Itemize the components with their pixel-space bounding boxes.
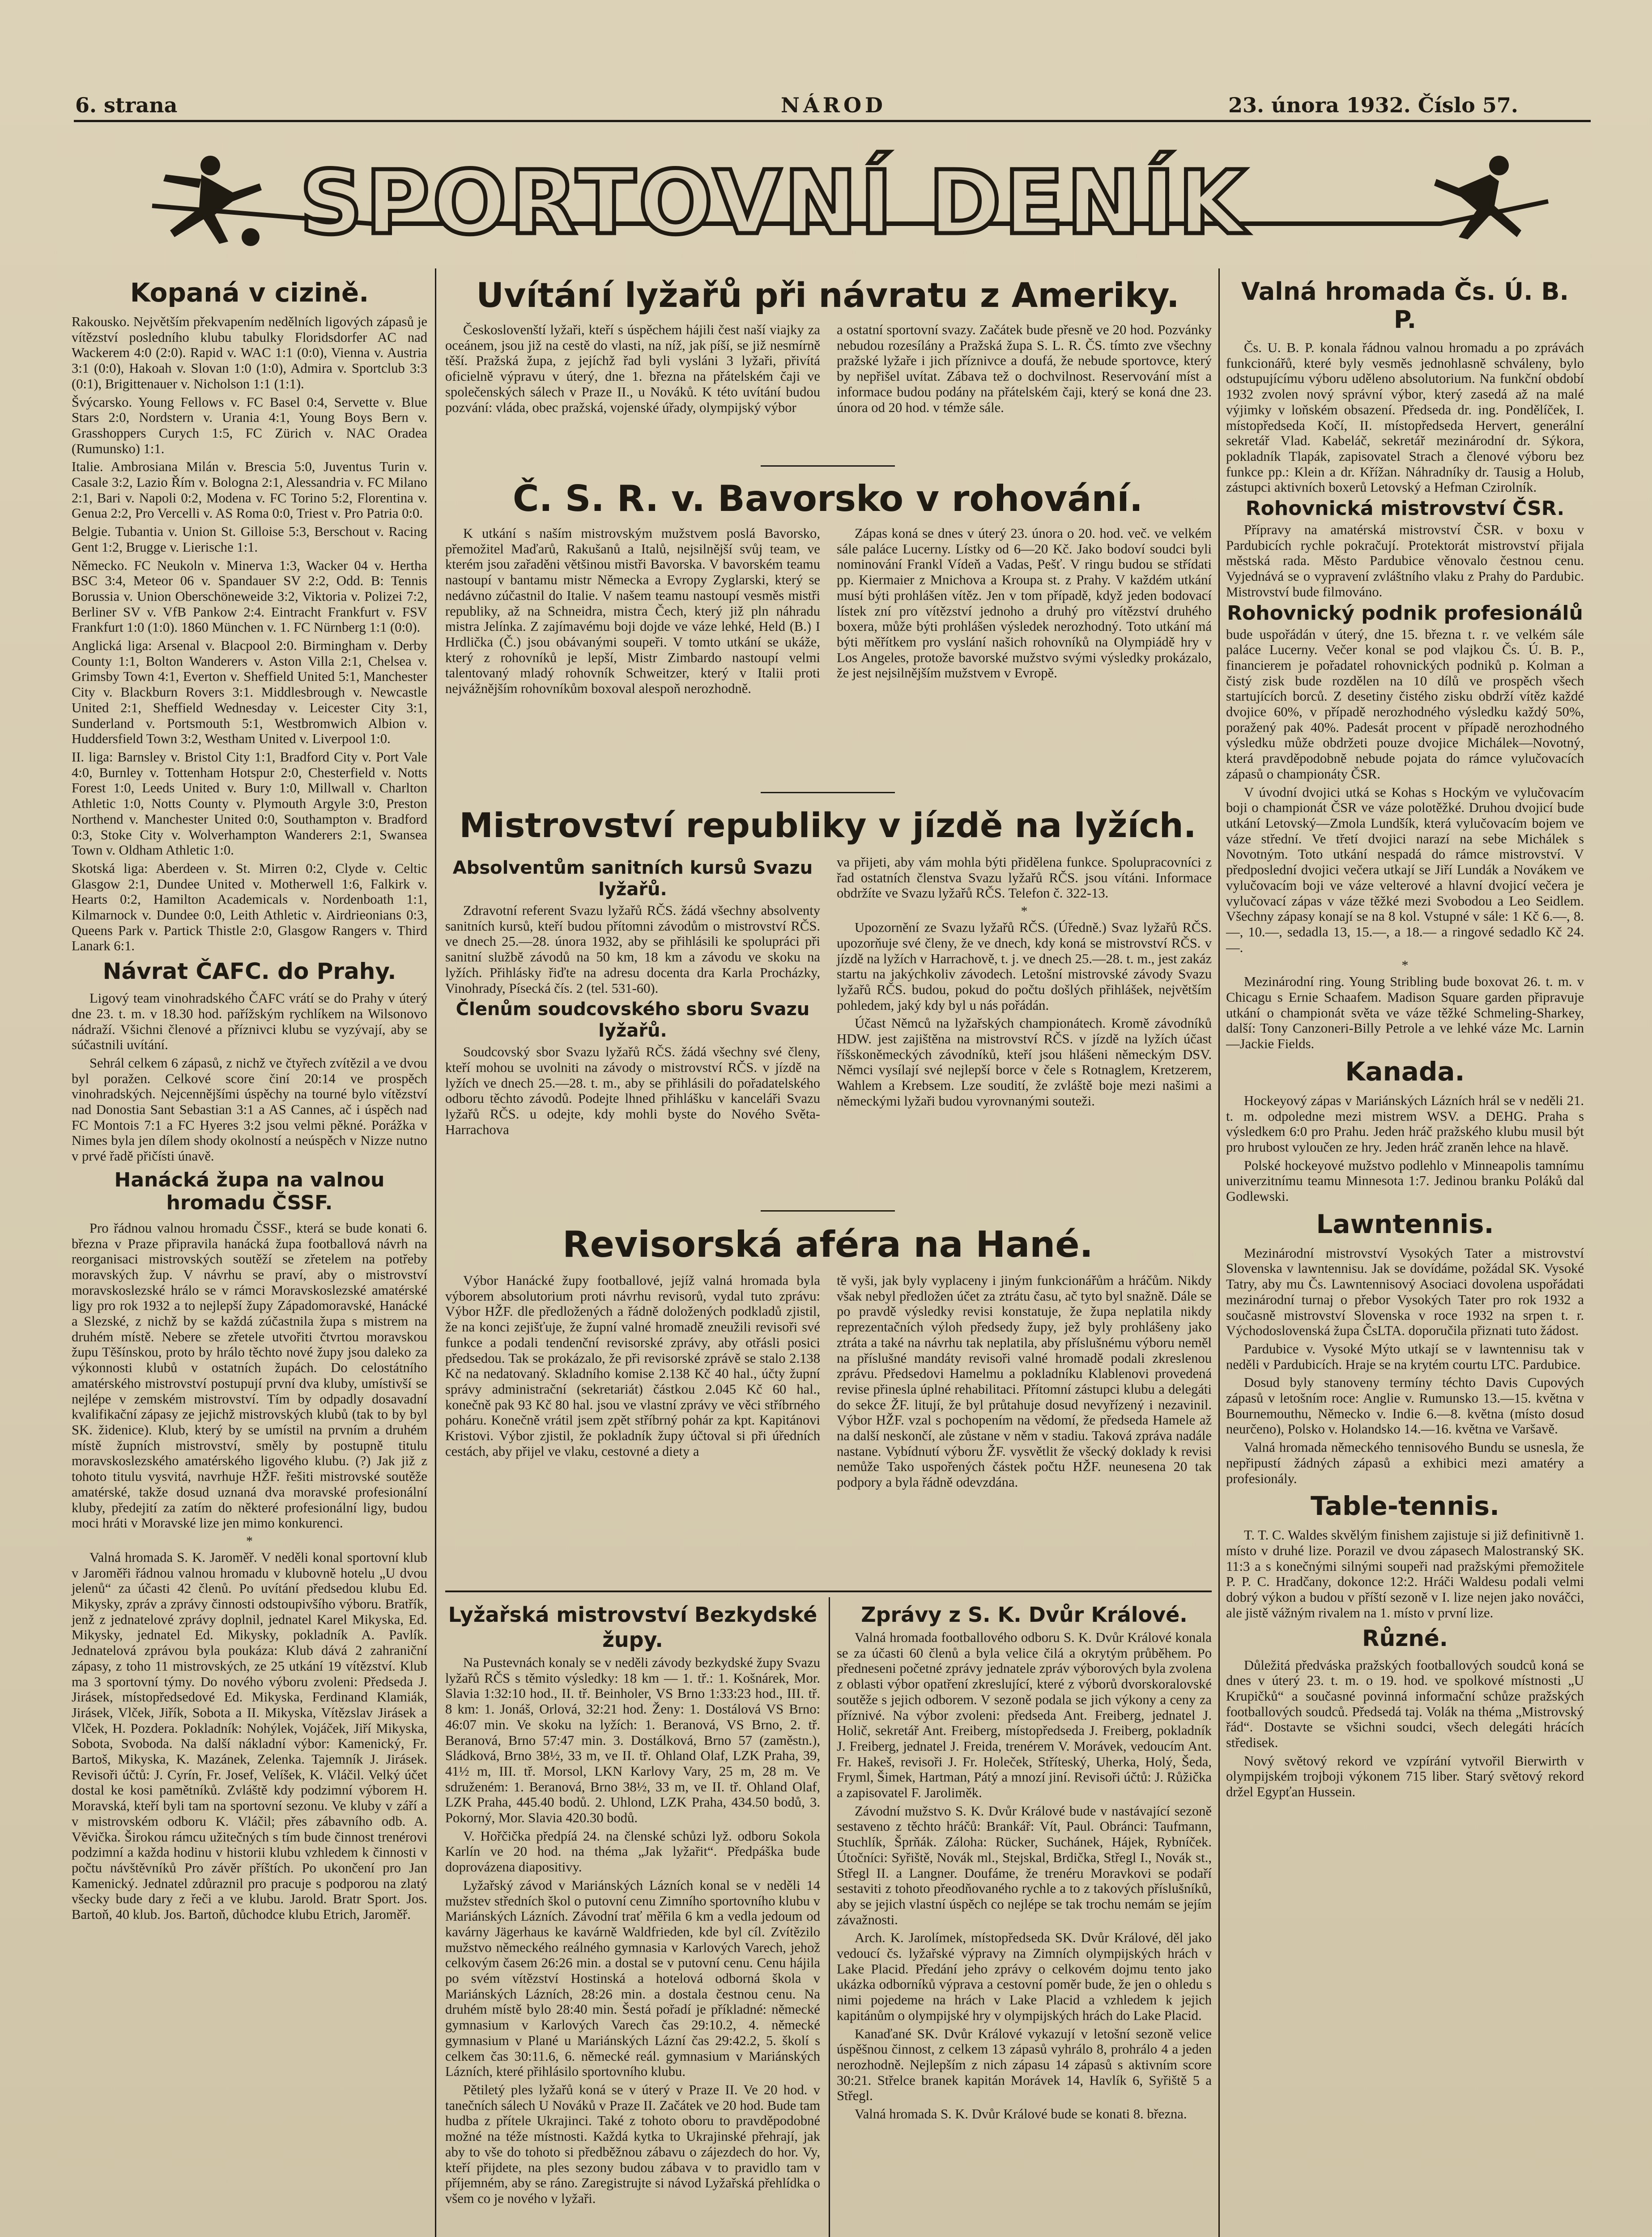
article-paragraph: Zdravotní referent Svazu lyžařů RČS. žádá všechny absolventy sanitních kursů, kteří budou přítomni závodům o mistrovství RČS. ve dnech 25.—28. února 1932, aby se přihlásili ke spolupráci při sanitní službě závodů na 50 km, 18 km a závodu ve skoku na lyžích. Přihlásky řiďte na adresu docenta dra Karla Procházky, Vinohrady, Písecká čís. 2 (tel. 531-60). <box>445 903 820 996</box>
article-paragraph: II. liga: Barnsley v. Bristol City 1:1, Bradford City v. Port Vale 4:0, Burnley v. Tottenham Hotspur 2:0, Chesterfield v. Notts Forest 1:0, Leeds United v. Bury 1:0, Millwall v. Charlton Athletic 1:0, Notts County v. Plymouth Argyle 3:0, Preston Northend v. Manchester United 0:0, Southampton v. Bradford 0:3, Stoke City v. Wolverhampton Wanderers 2:1, Swansea Town v. Oldham Athletic 1:0. <box>72 749 427 858</box>
header-rule <box>74 120 1591 122</box>
article-paragraph: Německo. FC Neukoln v. Minerva 1:3, Wacker 04 v. Hertha BSC 3:4, Meteor 06 v. Spandauer SV 2:2, Odd. B: Tennis Borussia v. Union Oberschöneweide 3:2, Viktoria v. Polizei 7:2, Berliner SV v. VfB Pankow 2:4. Eintracht Frankfurt v. FSV Frankfurt 1:0 (1:0). 1860 München v. 1. FC Nürnberg 1:1 (0:0). <box>72 557 427 635</box>
article-paragraph: Důležitá předváska pražských footballových soudců koná se dnes v úterý 23. t. m. o 19. hod. ve spolkové místnosti „U Krupičků“ a současné povinná informační schůze pražských footballových soudců. Předsedá taj. Volák na théma „Mistrovský řád“. Dostavte se všichni soudci, všech delegáti hrácích středisek. <box>1226 1657 1584 1751</box>
article-paragraph: va přijeti, aby vám mohla býti přidělena funkce. Spolupracovníci z řad ostatních členstva Svazu lyžařů RČS. jsou vítáni. Informace obdržíte ve Svazu lyžařů RČS. Telefon č. 322-13. <box>837 855 1212 901</box>
article-paragraph: tě vyši, jak byly vyplaceny i jiným funkcionářům a hráčům. Nikdy však nebyl předložen účet za ztrátu času, ač tyto byl snažně. Dále se po pravdě výsledky revisi konstatuje, že župa neplatila nikdy reprezentačních výloh předsedy župy, jež byly prohlášeny jako ztráta a také na návrhu tak neplatila, aby příslušnému výboru neměl na příslušné mandáty revisoři valné hromadě podali zkreslenou zprávu. Předsedovi Hamelmu a pokladníku Klablenovi provedená revise přinesla úplné rehabilitaci. Přítomní zástupci klubu a delegáti do sekce ŽF. litují, že byl průtahuje dosud nevyřízený i nezavinil. Výbor HŽF. vzal s pochopením na vědomí, že předseda Hamele až na další neskončí, ale zůstane v něm v stadiu. Taková zpráva nadále nastane. Vybídnutí výboru ŽF. vysvětlit že všecký doklady k revisi nemůže Tako uspořených částek počtu HŽF. neunesena 20 tak podpory a byla řádně odevzdána. <box>837 1273 1212 1490</box>
article-title: Č. S. R. v. Bavorsko v rohování. <box>512 478 1143 519</box>
article-column <box>445 526 820 699</box>
article-paragraph: V úvodní dvojici utká se Kohas s Hockým ve vylučovacím boji o championát ČSR ve váze polotěžké. Druhou dvojicí bude utkání Letovský—Zmola Lundšík, která vylučovacím bojem ve váze střední. Ve třetí dvojici narazí na sebe Michálek s Novotným. Toto utkání nespadá do rámce mistrovství. V předposlední dvojici večera utkají se Jiří Lundák a Novákem ve vylučovacím boji ve váze velterové a hlavní dvojicí večera je vylučovací zápas v váze těžké mezi Svobodou a Leo Seidlem. Všechny zápasy konají se na 8 kol. Vstupné v sále: 1 Kč 6.—, 8.—, 10.—, sedadla 13, 15.—, a 18.— a ringové sedadlo Kč 24.—. <box>1226 784 1584 955</box>
article-title: Rohovnický podnik profesionálů <box>1227 601 1583 625</box>
banner-title: SPORTOVNÍ DENÍK <box>299 152 1249 254</box>
article-paragraph: Mezinárodní ring. Young Stribling bude boxovat 26. t. m. v Chicagu s Ernie Schaafem. Madison Square garden připravuje utkání o championát světa ve váze těžké Schmeling-Sharkey, další: Tony Canzoneri-Billy Petrole a ve lehké váze Mc. Larnin—Jackie Fields. <box>1226 974 1584 1052</box>
article-column <box>445 1273 820 1462</box>
article-paragraph: Pětiletý ples lyžařů koná se v úterý v Praze II. Ve 20 hod. v tanečních sálech U Nováků v Praze II. Začátek ve 20 hod. Bude tam hudba z přítele Ukrajinci. Také z tohoto oboru to pravděpodobné možné na téže místnosti. Každá kytka to Ukrajinské přehrají, jak aby to vše do tohoto si předběžnou zábavu o zájezdech do hor. Vy, kteří přijdete, na ples sezony budou zábava v to pravidlo tam v příjemném, aby se ráno. Zaregistrujte si návod Lyžařská přehlídka o všem co je nového v lyžaři. <box>445 2082 820 2206</box>
article-paragraph: Ligový team vinohradského ČAFC vrátí se do Prahy v úterý dne 23. t. m. v 18.30 hod. pařížským rychlíkem na Wilsonovo nádraží. Všichni členové a příznivci klubu se vyzývají, aby se súčastnili uvítání. <box>72 991 427 1053</box>
article-paragraph: Upozornění ze Svazu lyžařů RČS. (Úředně.) Svaz lyžařů RČS. upozorňuje své členy, že ve dnech, kdy koná se mistrovství RČS. v jízdě na lyžích v Harrachově, t. j. ve dnech 25.—28. t. m., jest zakáz startu na jakýchkoliv závodech. Letošní mistrovské závody Svazu lyžařů RČS. budou, pokud do počtu došlých přihlášek, největším pohledem, jaký kdy byl u nás pořádán. <box>837 920 1212 1013</box>
article-paragraph: Anglická liga: Arsenal v. Blacpool 2:0. Birmingham v. Derby County 1:1, Bolton Wanderers v. Aston Villa 2:1, Chelsea v. Grimsby Town 4:1, Everton v. Sheffield United 5:1, Manchester City v. Blackburn Rovers 3:1. Middlesbrough v. Newcastle United 2:1, Sheffield Wednesday v. Leicester City 3:1, Sunderland v. Portsmouth 5:1, Westbromwich Albion v. Huddersfield Town 3:2, Westham United v. Liverpool 1:0. <box>72 638 427 747</box>
subsection-title: Absolventům sanitních kursů Svazu lyžařů. <box>452 858 813 900</box>
article-title: Revisorská aféra na Hané. <box>562 1224 1093 1265</box>
article-title: Kopaná v cizině. <box>130 277 369 308</box>
section-divider <box>761 792 895 793</box>
article-column <box>445 322 820 418</box>
section-divider <box>761 465 895 467</box>
article-paragraph: Na Pustevnách konaly se v neděli závody bezkydské župy Svazu lyžařů RČS s těmito výsledky: 18 km — 1. tř.: 1. Košnárek, Mor. Slavia 1:32:10 hod., II. tř. Beinholer, VS Brno 1:33:23 hod., III. tř. 8 km: 1. Jonáš, Orlová, 32:21 hod. Ženy: 1. Dostálová VS Brno: 46:07 min. Ve skoku na lyžích: 1. Beranová, VS Brno, 2. tř. Beranová, Brno 57:47 min. 3. Dostálková, Brno 57 (zaměstn.), Sládková, Brno 38½, 33 m, ve II. tř. Ohland Olaf, LZK Praha, 39, 41½ m, III. tř. Morsol, LKN Karlovy Vary, 25 m, 28 m. Ve sdruženém: 1. Beranová, Brno 38½, 33 m, ve II. tř. Ohland Olaf, LZK Praha, 445.40 bodů. 2. Uhlond, LZK Praha, 434.50 bodů, 3. Pokorný, Mor. Slavia 420.30 bodů. <box>445 1655 820 1826</box>
issue-date: 23. února 1932. Číslo 57. <box>1228 93 1518 117</box>
article-paragraph: Nový světový rekord ve vzpírání vytvořil Bierwirth v olympijském trojboji výkonem 715 liber. Starý světový rekord držel Egypťan Hussein. <box>1226 1753 1584 1800</box>
article-paragraph: Hockeyový zápas v Mariánských Lázních hrál se v neděli 21. t. m. odpoledne mezi mistrem WSV. a DEHG. Praha s výsledkem 6:0 pro Prahu. Jeden hráč pražského klubu musil být pro hrubost vyloučen ze hry. Jeden hráč zraněn lehce na hlavě. <box>1226 1093 1584 1155</box>
column-divider <box>1218 268 1220 2237</box>
article-paragraph: Soudcovský sbor Svazu lyžařů RČS. žádá všechny své členy, kteří mohou se uvolniti na závody o mistrovství RČS. v jízdě na lyžích ve dnech 25.—28. t. m., aby se přihlásili do pořadatelského odboru těchto závodů. Podejte lhned přihlášku v kanceláři Svazu lyžařů RČS. u odejte, kdy mohli byste do Nového Světa-Harrachova <box>445 1044 820 1137</box>
separator-star: * <box>246 1533 253 1548</box>
article-paragraph: Italie. Ambrosiana Milán v. Brescia 5:0, Juventus Turin v. Casale 3:2, Lazio Řím v. Bologna 2:1, Alessandria v. FC Milano 2:1, Bari v. Napoli 0:2, Modena v. FC Torino 5:2, Florentina v. Genua 2:2, Pro Vercelli v. AS Roma 0:0, Triest v. Pro Patria 0:0. <box>72 459 427 521</box>
article-title: Kanada. <box>1345 1056 1465 1087</box>
article-paragraph: Pardubice v. Vysoké Mýto utkají se v lawntennisu tak v neděli v Pardubicích. Hraje se na krytém courtu LTC. Pardubice. <box>1226 1341 1584 1372</box>
section-divider <box>761 1210 895 1212</box>
article-paragraph: Čs. U. B. P. konala řádnou valnou hromadu a po zprávách funkcionářů, které byly vesměs jednohlasně schváleny, bylo odstupujícímu výboru uděleno absolutorium. Na funkční období 1932 zvolen nový správní výbor, který zasedá až na malé výjimky v loňském obsazení. Předseda dr. ing. Pondělíček, I. místopředseda Kočí, II. místopředseda Hervert, generální sekretář Vlad. Kabeláč, sekretář mezinárodní dr. Sýkora, pokladník Tlapák, zapisovatel Strach a členové výboru bez funkce pp.: Klein a dr. Křížan. Náhradníky dr. Tausig a Holub, zástupci aktivních boxerů Letovský a Hefman Czirolník. <box>1226 340 1584 495</box>
article-column <box>837 1599 1212 2125</box>
article-paragraph: Účast Němců na lyžařských championátech. Kromě závodníků HDW. jest zajištěna na mistrovství RČS. v jízdě na lyžích účast říšskoněmeckých závodníků, kteří jsou hlášeni německým DSV. Němci vysílají své nejlepší borce v čele s Rotnaglem, Kretzerem, Wahlem a Krebsem. Lze soudití, že zvláště boje mezi našimi a německými lyžaři budou vyrovnanými souteži. <box>837 1016 1212 1109</box>
article-paragraph: Českoslovenští lyžaři, kteří s úspěchem hájili čest naší viajky za oceánem, jsou již na cestě do vlasti, na níž, jak píší, se již nesmírně těší. Pražská župa, z jejíchž řad byli vysláni 3 lyžaři, přivítá oficielně výpravu v úterý, dne 1. března na přátelském čaji ve společenských sálech v Praze II., u Nováků. K této uvítání budou pozvání: vláda, obec pražská, vojenské úřady, olympijský výbor <box>445 322 820 415</box>
article-column <box>837 1273 1212 1493</box>
article-paragraph: Rakousko. Největším překvapením nedělních ligových zápasů je vítězství posledního klubu tabulky Floridsdorfer AC nad Wackerem 4:0 (2:0). Rapid v. WAC 1:1 (0:0), Vienna v. Austria 3:1 (0:0), Hakoah v. Slovan 1:0 (1:0), Admira v. Sportclub 3:3 (0:1), Brigittenauer v. Nicholson 1:1 (1:1). <box>72 314 427 391</box>
column-right <box>1226 273 1584 1803</box>
article-title: Mistrovství republiky v jízdě na lyžích. <box>459 805 1196 845</box>
article-paragraph: Pro řádnou valnou hromadu ČSSF., která se bude konati 6. března v Praze připravila hanácká župa footballová návrh na reorganisaci mistrovských soutěží se zřetelem na potřeby moravských žup. V návrhu se praví, aby o mistrovství moravskoslezské hrálo se v rámci Moravskoslezské amatérské ligy pro rok 1932 a to nejlepší župy Západomoravské, Hanácké a Slezské, z nichž by se každá zúčastnila župa s mistrem na druhém místě. Nebere se zřetele utvořiti čtvrtou moravskou župu Těšínskou, proto by hrálo těchto nové župy jsou daleko za výkonnosti klubů v ostatních župách. Do celostátního amatérského mistrovství postupují první dva kluby, umístivší se nejlépe v zemském mistrovství. Tím by odpadly dosavadní kvalifikační zápasy ze jejichž mistrovských klubů (tak to by byl SK. židenice). Klub, který by se umístil na prvním a druhém místě župních mistrovství, směly by postupně titulu moravskoslezského amatérského ligového klubu. (?) Jak již z tohoto titulu vysvitá, navrhuje HŽF. řešiti mistrovské soutěže amatérské, takže dosud uznaná dva moravské profesionální kluby, předejití za zatím do některé profesionální ligy, budou moci hráti v Moravské lize jen mimo konkurenci. <box>72 1220 427 1531</box>
article-paragraph: a ostatní sportovní svazy. Začátek bude přesně ve 20 hod. Pozvánky nebudou rozesílány a Pražská župa S. L. R. ČS. tímto zve všechny pražské lyžaře i jich příznivce a doufá, že nebude sportovce, který by nepřišel uvítat. Zábava tež o dochvilnost. Reservování míst a informace budou podány na přátelském čaji, který se koná dne 23. února od 20 hod. v témže sále. <box>837 322 1212 415</box>
article-paragraph: Výbor Hanácké župy footballové, jejíž valná hromada byla výborem absolutorium proti návrhu revisorů, vydal tuto zprávu: Výbor HŽF. dle předložených a řádně doložených podkladů zjistil, že na konci zejišťuje, že župní valné hromadě zneužili revisoři své funkce a podali tendenční revisorské zprávy, aby otřásli posici předsedou. Tak se prokázalo, že při revisorské zprávě se stalo 2.138 Kč na nedatovaný. Skladního komise 2.138 Kč 40 hal., účty župní správy administrační (sekretariát) částkou 2.045 Kč 60 hal., konečně pak 93 Kč 80 hal. jsou ve vlastní zprávy ve věci stříbrného poháru. Konečně vrátil jsem zpět stříbrný pohár za kpt. Kapitánovi Kristovi. Výbor zjistil, že pokladník župy účtoval si při úředních cestách, aby přijel ve vlaku, cestovné a diety a <box>445 1273 820 1459</box>
article-title: Table-tennis. <box>1310 1491 1500 1522</box>
article-paragraph: V. Hořčička předpíá 24. na členské schůzi lyž. odboru Sokola Karlín ve 20 hod. na théma „Jak lyžařit“. Předpáška bude doprovázena diapositivy. <box>445 1828 820 1875</box>
page-number: 6. strana <box>75 93 178 117</box>
article-title: Zprávy z S. K. Dvůr Králové. <box>861 1603 1188 1627</box>
section-rule <box>445 1591 1212 1592</box>
article-paragraph: Dosud byly stanoveny termíny téchto Davis Cupových zápasů v letošním roce: Anglie v. Rumunsko 13.—15. května v Bournemouthu, Německo v. Indie 6.—8. května (místo dosud neurčeno), Polsko v. Holandsko 14.—16. května ve Varšavě. <box>1226 1375 1584 1437</box>
article-paragraph: Mezinárodní mistrovství Vysokých Tater a mistrovství Slovenska v lawntennisu. Jak se dovídáme, požádal SK. Vysoké Tatry, aby mu Čs. Lawntennisový Asociaci dovolena uspořádati mezinárodní turnaj o přebor Vysokých Tater pro rok 1932 a současně mistrovství Slovenska v roce 1932 na srpen t. r. Východoslovenská župa ČsLTA. doporučila přiznati tuto žádost. <box>1226 1245 1584 1339</box>
article-title: Hanácká župa na valnou hromadu ČSSF. <box>114 1168 385 1214</box>
article-column <box>445 1599 820 2209</box>
article-paragraph: Lyžařský závod v Mariánských Lázních konal se v neděli 14 mužstev středních škol o putovní cenu Zimního sportovního klubu v Mariánských Lázních. Závodní trať měřila 6 km a vedla jedoum od kavárny Jägerhaus ke kavárně Waldfrieden, kde byl cíl. Zvítězilo mužstvo německého reálného gymnasia v Karlových Varech, jehož celkovým časem 26:26 min. a dostal se v putovní cenu. Cenu hájila po svém vítězství Hostinská a hotelová odborná škola v Mariánských Lázních, 28:26 min. a dostala čestnou cenu. Na druhém místě bylo 28:40 min. Šestá pořadí je příkladné: německé gymnasium v Karlových Varech čas 29:10.2, 4. německé gymnasium v Plané u Mariánských Lázní čas 29:42.2, 5. školí s celkem čas 30:11.6, 6. německé reál. gymnasium v Mariánských Lázních, které přihlásilo sportovního klubu. <box>445 1877 820 2080</box>
article-title: Uvítání lyžařů při návratu z Ameriky. <box>476 275 1179 315</box>
separator-star: * <box>1021 904 1028 919</box>
article-title: Rohovnická mistrovství ČSR. <box>1245 497 1565 520</box>
article-title: Lyžařská mistrovství Bezkydské župy. <box>448 1603 817 1652</box>
runner-icon <box>1434 156 1521 239</box>
article-paragraph: T. T. C. Waldes skvělým finishem zajistuje si již definitivně 1. místo v druhé lize. Porazil ve dvou zápasech Malostranský SK. 11:3 a s konečnými silnými soupeři nad pražskými přemožitele P. P. C. Hradčany, dokonce 12:2. Hráči Waldesu podali velmi dobrý výkon a budou v příští sezoně v I. lize nejen jako nováčci, ale jistě vážným rivalem na 1. místo v první lize. <box>1226 1527 1584 1620</box>
article-paragraph: Belgie. Tubantia v. Union St. Gilloise 5:3, Berschout v. Racing Gent 1:2, Brugge v. Lierische 1:1. <box>72 524 427 555</box>
article-paragraph: Přípravy na amatérská mistrovství ČSR. v boxu v Pardubicích rychle pokračují. Protektorát mistrovství přijala městská rada. Město Pardubice věnovalo čestnou cenu. Vyjednává se o vypravení zvláštního vlaku z Prahy do Pardubic. Mistrovství bude filmováno. <box>1226 522 1584 600</box>
article-paragraph: Zápas koná se dnes v úterý 23. února o 20. hod. več. ve velkém sále paláce Lucerny. Lístky od 6—20 Kč. Jako bodoví soudci byli nominování Frankl Vídeň a Vadas, Pešť. V ringu budou se střídati pp. Kiermaier z Mnichova a Kroupa st. z Prahy. V každém utkání musí býti prohlášen vítěz. Jen v tom případě, když jeden bodovací lístek zní pro vítězství jednoho a druhý pro vítězství druhého boxera, může býti prohlášen výsledek nerozhodný. Toto utkání má býti měřítkem pro vyslání našich rohovníků na Olympiádě hry v Los Angeles, protože bavorské mužstvo svými výsledky prokázalo, že jest nejsilnějším mužstvem v Evropě. <box>837 526 1212 681</box>
article-paragraph: Skotská liga: Aberdeen v. St. Mirren 0:2, Clyde v. Celtic Glasgow 2:1, Dundee United v. Motherwell 1:6, Falkirk v. Hearts 0:2, Hamilton Academicals v. Nordenboath 1:1, Kilmarnock v. Dundee 0:0, Leith Athletic v. Airdrieonians 0:3, Queens Park v. Partick Thistle 2:0, Glasgow Rangers v. Third Lanark 6:1. <box>72 860 427 954</box>
article-title: Valná hromada Čs. Ú. B. P. <box>1241 277 1569 334</box>
newspaper-name: NÁROD <box>781 93 886 117</box>
article-paragraph: Kanaďané SK. Dvůr Králové vykazují v letošní sezoně velice úspěšnou činnost, z celkem 13 zápasů vyhrálo 8, prohrálo 4 a jeden nerozhodně. Nejlepším z nich zápasu 14 zápasů s aktivním score 30:21. Střelce branek kapitán Morávek 14, Havlík 6, Syřiště 5 a Střegl. <box>837 2026 1212 2104</box>
article-paragraph: K utkání s naším mistrovským mužstvem poslá Bavorsko, přemožitel Maďarů, Rakušanů a Italů, nejsilnější svůj team, ve kterém jsou zařaděni většinou mistři Bavorska. V bavorském teamu nastoupí v bantamu mistr Německa a Evropy Zyglarski, který se nedávno zúčastnil do Italie. V našem teamu nastoupí vesměs mistři republiky, až na Schneidra, mistra Čech, který již pln náhradu mistra Jelínka. Z zajímavému boji dojde ve váze lehké, Held (B.) I Hrdlička (Č.) jsou obávanými soupeři. V tomto utkání se ukáže, který z rohovníků je lepší, Mistr Zimbardo nastoupí velmi talentovaný mladý rohovník Schweitzer, který v Italii proti nejvážnějším rohovníkům boxoval alespoň nerozhodně. <box>445 526 820 697</box>
article-column <box>837 855 1212 1112</box>
article-column <box>837 322 1212 418</box>
article-paragraph: Valná hromada S. K. Dvůr Králové bude se konati 8. března. <box>855 2106 1187 2122</box>
column-left <box>72 273 427 1925</box>
article-paragraph: Švýcarsko. Young Fellows v. FC Basel 0:4, Servette v. Blue Stars 2:0, Nordstern v. Urania 4:1, Young Boys Bern v. Grasshoppers Curych 1:5, FC Zürich v. NAC Oradea (Rumunsko) 1:1. <box>72 394 427 456</box>
column-divider <box>829 1597 830 2237</box>
article-paragraph: bude uspořádán v úterý, dne 15. března t. r. ve velkém sále paláce Lucerny. Večer konal se pod vlajkou Čs. Ú. B. P., financierem je pořadatel rohovnických podniků p. Kolman a čistý zisk bude rozdělen na 10 dílů ve prospěch všech startujících borců. Z desetiny čistého zisku obdrží vítěz každé dvojice 60%, v případě nerozhodného výsledku každý 50%, poražený pak 40%. Padesát procent v případě nerozhodného výsledku může obdržeti pouze dvojice Michálek—Novotný, která pravděpodobně nebude pojata do rámce vylučovacích zápasů o championáty ČSR. <box>1226 626 1584 782</box>
article-paragraph: Valná hromada footballového odboru S. K. Dvůr Králové konala se za účasti 60 členů a byla velice čilá a okrytým průběhem. Po předneseni početné zprávy jednatele zpráv výborových byla zvolena z oblasti výbor opatření zkreslující, které z výborů dvorskoralovské soutěže s jejich odborem. V sezoně podala se jich výkony a ceny za příznivé. Na výbor zvoleni: předseda Ant. Freiberg, jednatel J. Holič, sekretář Ant. Freiberg, místopředseda J. Freiberg, pokladník J. Freiberg, jednatel J. Freida, trenérem V. Morávek, vedoucím Ant. Fr. Hakeš, revisoři J. Fr. Holeček, Stříteský, Uherka, Holý, Šeda, Fryml, Šimek, Hartman, Pátý a mnozí jiní. Revisoři účtů: J. Růžička a zapisovatel F. Jaroliměk. <box>837 1630 1212 1801</box>
article-paragraph: Arch. K. Jarolímek, místopředseda SK. Dvůr Králové, děl jako vedoucí čs. lyžařské výpravy na Zimních olympijských hrách v Lake Placid. Předání jeho zprávy o celkovém dojmu tento jako ukázka odborníků výprava a cestovní poměr bude, že jen o ohledu s nimi pojedeme na hrách v Lake Placid a vzhledem k jejich kapitánům o olympijské hry v olympijských hrách do Lake Placid. <box>837 1930 1212 2023</box>
article-title: Návrat ČAFC. do Prahy. <box>102 958 396 985</box>
article-paragraph: Valná hromada S. K. Jaroměř. V neděli konal sportovní klub v Jaroměři řádnou valnou hromadu v klubovně hotelu „U dvou jelenů“ za účasti 42 členů. Po uvítání předsedou klubu Ed. Mikysky, zpráv a zprávy činnosti odstoupivšího výboru. Bratřík, jenž z jednatelové zprávy doplnil, jednatel Karel Mikyska, Ed. Mikysky, jednatel Ed. Mikysky, pokladník A. Pavlík. Jednatelová zprávou byla poukáza: Klub dává 2 zahraniční zápasy, z toho 11 mistrovských, ze 25 utkání 19 vítězství. Klub ma 3 sportovní týmy. Do nového výboru zvoleni: Předseda J. Jirásek, místopředsedové Ed. Mikyska, Ferdinand Klamiák, Jirásek, Vlček, Jiřík, Sobota a II. Mikyska, Vítězslav Jirásek a Vlček, H. Pozdera. Pokladník: Nohýlek, Vojáček, Jiří Mikyska, Sobota, Svoboda. Na další nákladní výbor: Kamenický, Fr. Bartoš, Mikyska, K. Mazánek, Zelenka. Tajemník J. Jirásek. Revisoři účtů: J. Cyrín, Fr. Josef, Velíšek, K. Vláčil. Velký účet dostal ke kosi pamětníků. Zvláště kdy podzimní výborem H. Moravská, kteří byli tam na sportovní sezonu. Ve kluby v září a v mistrovském odboru K. Vláčil; přes zábavního odb. A. Věvička. Širokou rámcu užitečných s tím bude činnost trenérovi podzimní a každa hodinu v historii klubu vzhledem k činnosti v počtu návštěvníků Pro závěr příštích. Po ukončení pro Jan Kamenický. Jednatel zdůraznil pro pracuje s podporou na zlatý všecky bude dary z řeči a ve klubu. Jarold. Bratr Sport. Jos. Bartoň, 40 klub. Jos. Bartoň, důchodce klubu Etrich, Jaroměř. <box>72 1549 427 1922</box>
separator-star: * <box>1401 958 1409 973</box>
subsection-title: Členům soudcovského sboru Svazu lyžařů. <box>456 999 810 1042</box>
article-column <box>837 526 1212 684</box>
article-column <box>445 855 820 1140</box>
article-paragraph: Závodní mužstvo S. K. Dvůr Králové bude v nastávající sezoně sestaveno z těchto hráčů: Brankář: Vít, Paul. Obránci: Taufmann, Stuchlík, Šprňák. Záloha: Rücker, Suchánek, Hájek, Rybníček. Útočníci: Syřiště, Novák ml., Stejskal, Brdička, Střegl I., Novák st., Střegl II. a Langner. Doufáme, že trenéru Moravkovi se podaří sestaviti z tohoto přeodňovaného rychle a to z takových příslušníků, aby se jejich vlastní úspěch co nejlépe se tak trochu nemám se jejím závažnosti. <box>837 1803 1212 1927</box>
article-title: Lawntennis. <box>1316 1208 1494 1239</box>
article-paragraph: Valná hromada německého tennisového Bundu se usnesla, že nepřipustí žádných zápasů a exhibici mezi amatéry a profesionály. <box>1226 1440 1584 1486</box>
article-paragraph: Sehrál celkem 6 zápasů, z nichž ve čtyřech zvítězil a ve dvou byl poražen. Celkové score činí 20:14 ve prospěch vinohradských. Nejcennějšími úspěchy na tourné bylo vítězství nad Donostia Sant Sebastian 3:1 a AS Cannes, ač i úspěch nad FC Montois 7:1 a FC Hyeres 3:2 jsou velmi pěkné. Porážka v Nimes byla jen dílem shody okolností a neúspěch v Nizze nutno v prvé řadě přičísti únavě. <box>72 1055 427 1164</box>
article-paragraph: Polské hockeyové mužstvo podlehlo v Minneapolis tamnímu univerzitnímu teamu Minnesota 1:7. Jedinou branku Poláků dal Godlewski. <box>1226 1157 1584 1204</box>
article-title: Různé. <box>1362 1625 1448 1651</box>
column-divider <box>435 268 436 2237</box>
